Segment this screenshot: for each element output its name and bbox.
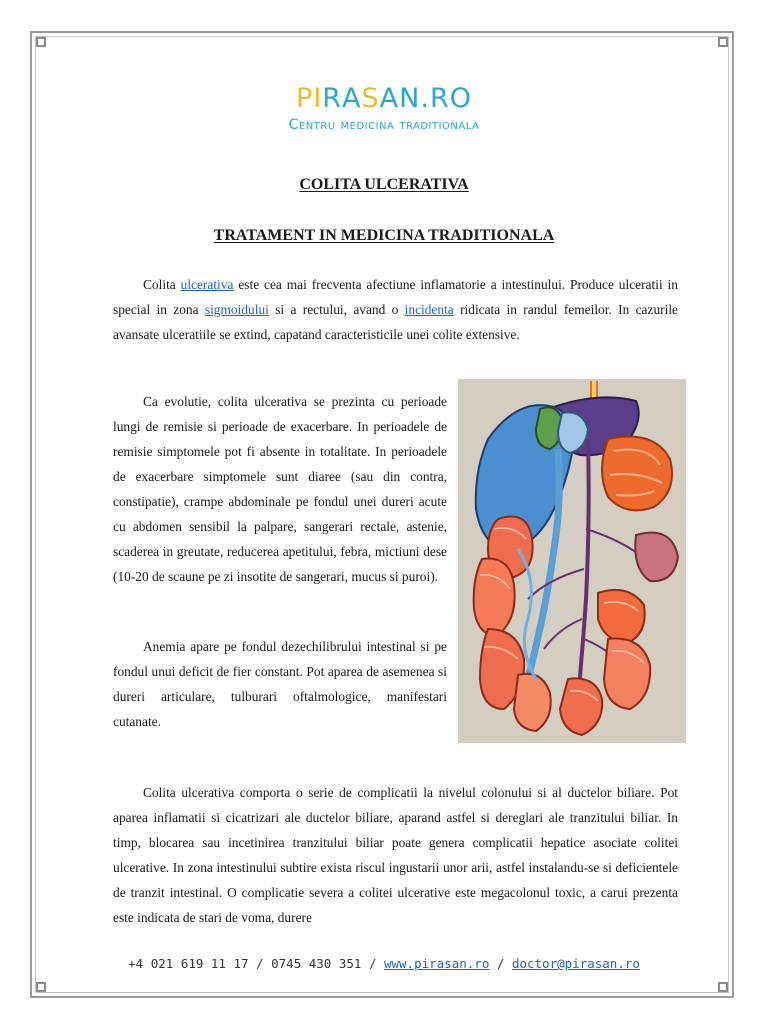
border-corner [718,982,728,992]
paragraph-anemia: Anemia apare pe fondul dezechilibrului intestinal si pe fondul unui deficit de fier constant. Pot aparea de asemenea si dureri articulare, tulburari oftalmologice, manifestari cutanate. [113,639,447,729]
border-corner [36,982,46,992]
logo-letter: R [429,83,450,114]
text-run: Colita [143,277,181,292]
footer-phones: +4 021 619 11 17 / 0745 430 351 / [128,956,384,971]
paragraph-intro [113,272,678,347]
logo-letter: R [322,83,343,114]
link-ulcerativa[interactable]: ulcerativa [180,277,234,292]
logo-letter: I [313,83,323,114]
digestive-system-illustration [458,379,686,743]
digestive-system-painting [458,379,686,743]
text-run: si a rectului, avand o [268,302,405,317]
document-subtitle: TRATAMENT IN MEDICINA TRADITIONALA [213,227,555,244]
paragraph-evolution: Ca evolutie, colita ulcerativa se prezinta cu perioade lungi de remisie si perioade de exacerbare. In perioadele de remisie simptomele pot fi absente in totalitate. In perioadele de exacerbare simptomele sunt diaree (sau din contra, constipatie), crampe abdominale pe fondul unei dureri acute cu abdomen sensibil la palpare, sangerari rectale, astenie, scaderea in greutate, reducerea apetitului, febra, mictiuni dese (10-20 de scaune pe zi insotite de sangerari, mucus si puroi). [113,394,447,584]
paragraph-complications: Colita ulcerativa comporta o serie de complicatii la nivelul colonului si al ductelor biliare. Pot aparea inflamatii si cicatrizari ale ductelor biliare, aparand astfel si dereglari ale tranzitului biliar. In timp, blocarea sau incetinirea tranzitului biliar poate genera complicatii hepatice asociate colitei ulcerative. In zona intestinului subtire exista riscul ingustarii unor arii, astfel instalandu-se si deficientele de tranzit intestinal. O complicatie severa a colitei ulcerative este megacolonul toxic, a carui prezenta este indicata de stari de voma, durere [113,785,678,925]
link-sigmoidului[interactable]: sigmoidului [204,302,269,317]
logo-letter: N [399,83,421,114]
logo-letter: O [449,83,472,114]
site-tagline: Centru medicina traditionala [288,117,480,133]
logo-letter: S [361,83,380,114]
footer-separator: / [489,956,512,971]
border-corner [36,37,46,47]
footer-website-link[interactable]: www.pirasan.ro [384,956,490,971]
text-run: ridicata in randul femeilor. In cazurile avansate ulceratiile se extind, capatand caracteristicile unei colite extensive. [113,302,678,342]
logo-letter: A [379,83,400,114]
link-incidenta[interactable]: incidenta [404,302,454,317]
logo-letter: . [420,83,430,114]
logo-letter: A [342,83,362,114]
footer-email-link[interactable]: doctor@pirasan.ro [511,956,640,971]
logo-letter: P [296,83,314,114]
contact-footer [0,956,768,971]
border-corner [718,37,728,47]
text-run: este cea mai frecventa afectiune inflamatorie a intestinului. Produce ulceratii in special in zona [113,277,678,317]
site-logo [0,82,768,116]
document-title: COLITA ULCERATIVA [299,176,469,193]
